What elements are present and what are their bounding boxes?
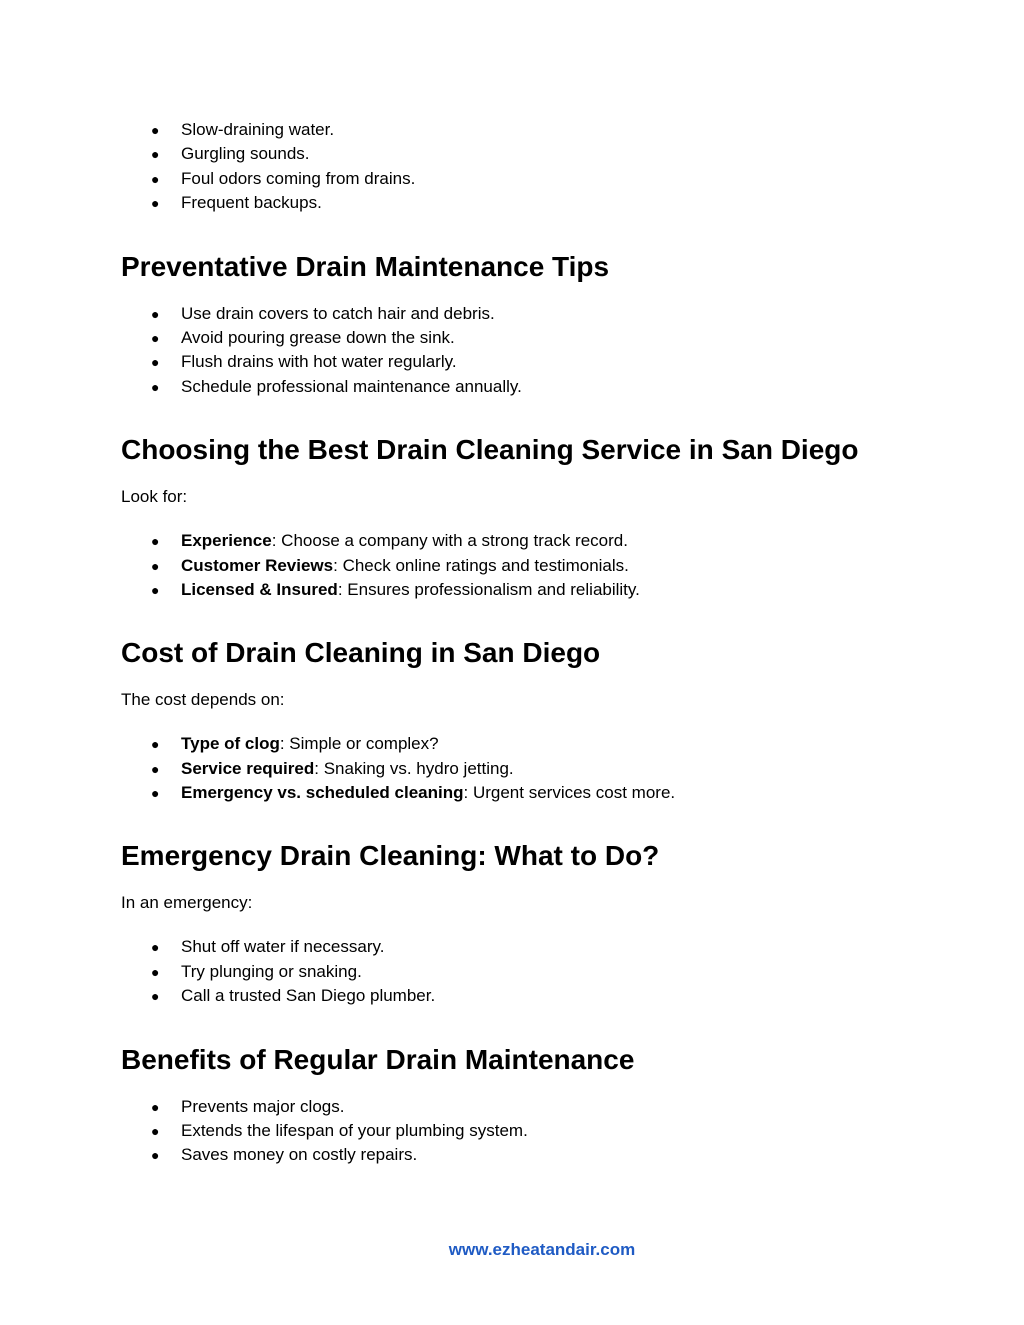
bullet-icon: ● (151, 581, 160, 598)
bullet-icon: ● (151, 170, 160, 187)
list-item: ● Schedule professional maintenance annually. (121, 375, 921, 399)
maintenance-tips-heading: Preventative Drain Maintenance Tips (121, 250, 610, 282)
list-item-term: Service required (181, 758, 315, 778)
list-item-term: Type of clog (181, 734, 280, 754)
list-item: ● Prevents major clogs. (121, 1095, 921, 1119)
list-item: ● Call a trusted San Diego plumber. (121, 984, 921, 1008)
list-item-term: Emergency vs. scheduled cleaning (181, 783, 464, 803)
bullet-icon: ● (151, 329, 160, 346)
list-item: ● Gurgling sounds. (121, 142, 921, 166)
list-item: ● Avoid pouring grease down the sink. (121, 326, 921, 350)
cost-list (121, 732, 921, 805)
bullet-icon: ● (151, 354, 160, 371)
list-item: ● Extends the lifespan of your plumbing system. (121, 1119, 921, 1143)
list-item: ● Service required: Snaking vs. hydro jetting. (121, 757, 921, 781)
list-item: ● Try plunging or snaking. (121, 960, 921, 984)
bullet-icon: ● (151, 305, 160, 322)
bullet-icon: ● (151, 1123, 160, 1140)
bullet-icon: ● (151, 760, 160, 777)
maintenance-tips-list (121, 302, 921, 400)
list-item: ● Slow-draining water. (121, 118, 921, 142)
list-item: ● Licensed & Insured: Ensures professionalism and reliability. (121, 578, 921, 602)
emergency-heading: Emergency Drain Cleaning: What to Do? (121, 840, 660, 872)
bullet-icon: ● (151, 939, 160, 956)
emergency-list (121, 935, 921, 1008)
list-item: ● Customer Reviews: Check online ratings and testimonials. (121, 554, 921, 578)
list-item-term: Experience (181, 531, 272, 551)
bullet-icon: ● (151, 1098, 160, 1115)
bullet-icon: ● (151, 146, 160, 163)
bullet-icon: ● (151, 557, 160, 574)
benefits-heading: Benefits of Regular Drain Maintenance (121, 1043, 635, 1075)
choosing-service-list (121, 529, 921, 602)
choosing-service-lead: Look for: (121, 487, 188, 507)
bullet-icon: ● (151, 736, 160, 753)
cost-lead: The cost depends on: (121, 690, 285, 710)
list-item: ● Emergency vs. scheduled cleaning: Urgent services cost more. (121, 781, 921, 805)
bullet-icon: ● (151, 378, 160, 395)
list-item: ● Foul odors coming from drains. (121, 167, 921, 191)
bullet-icon: ● (151, 988, 160, 1005)
list-item-term: Licensed & Insured (181, 579, 338, 599)
emergency-lead: In an emergency: (121, 893, 253, 913)
list-item: ● Shut off water if necessary. (121, 935, 921, 959)
list-item: ● Type of clog: Simple or complex? (121, 732, 921, 756)
bullet-icon: ● (151, 122, 160, 138)
bullet-icon: ● (151, 195, 160, 212)
document-content (121, 118, 921, 1168)
cost-heading: Cost of Drain Cleaning in San Diego (121, 637, 601, 669)
bullet-icon: ● (151, 533, 160, 550)
list-item: ● Use drain covers to catch hair and debris. (121, 302, 921, 326)
list-item: ● Saves money on costly repairs. (121, 1143, 921, 1167)
list-item: ● Frequent backups. (121, 191, 921, 215)
list-item: ● Flush drains with hot water regularly. (121, 350, 921, 374)
bullet-icon: ● (151, 1147, 160, 1164)
bullet-icon: ● (151, 963, 160, 980)
list-item: ● Experience: Choose a company with a strong track record. (121, 529, 921, 553)
bullet-icon: ● (151, 785, 160, 802)
choosing-service-heading: Choosing the Best Drain Cleaning Service in San Diego (121, 434, 859, 466)
signs-list (121, 118, 921, 216)
footer-website-link[interactable]: www.ezheatandair.com (448, 1240, 636, 1259)
list-item-term: Customer Reviews (181, 555, 334, 575)
benefits-list (121, 1095, 921, 1168)
